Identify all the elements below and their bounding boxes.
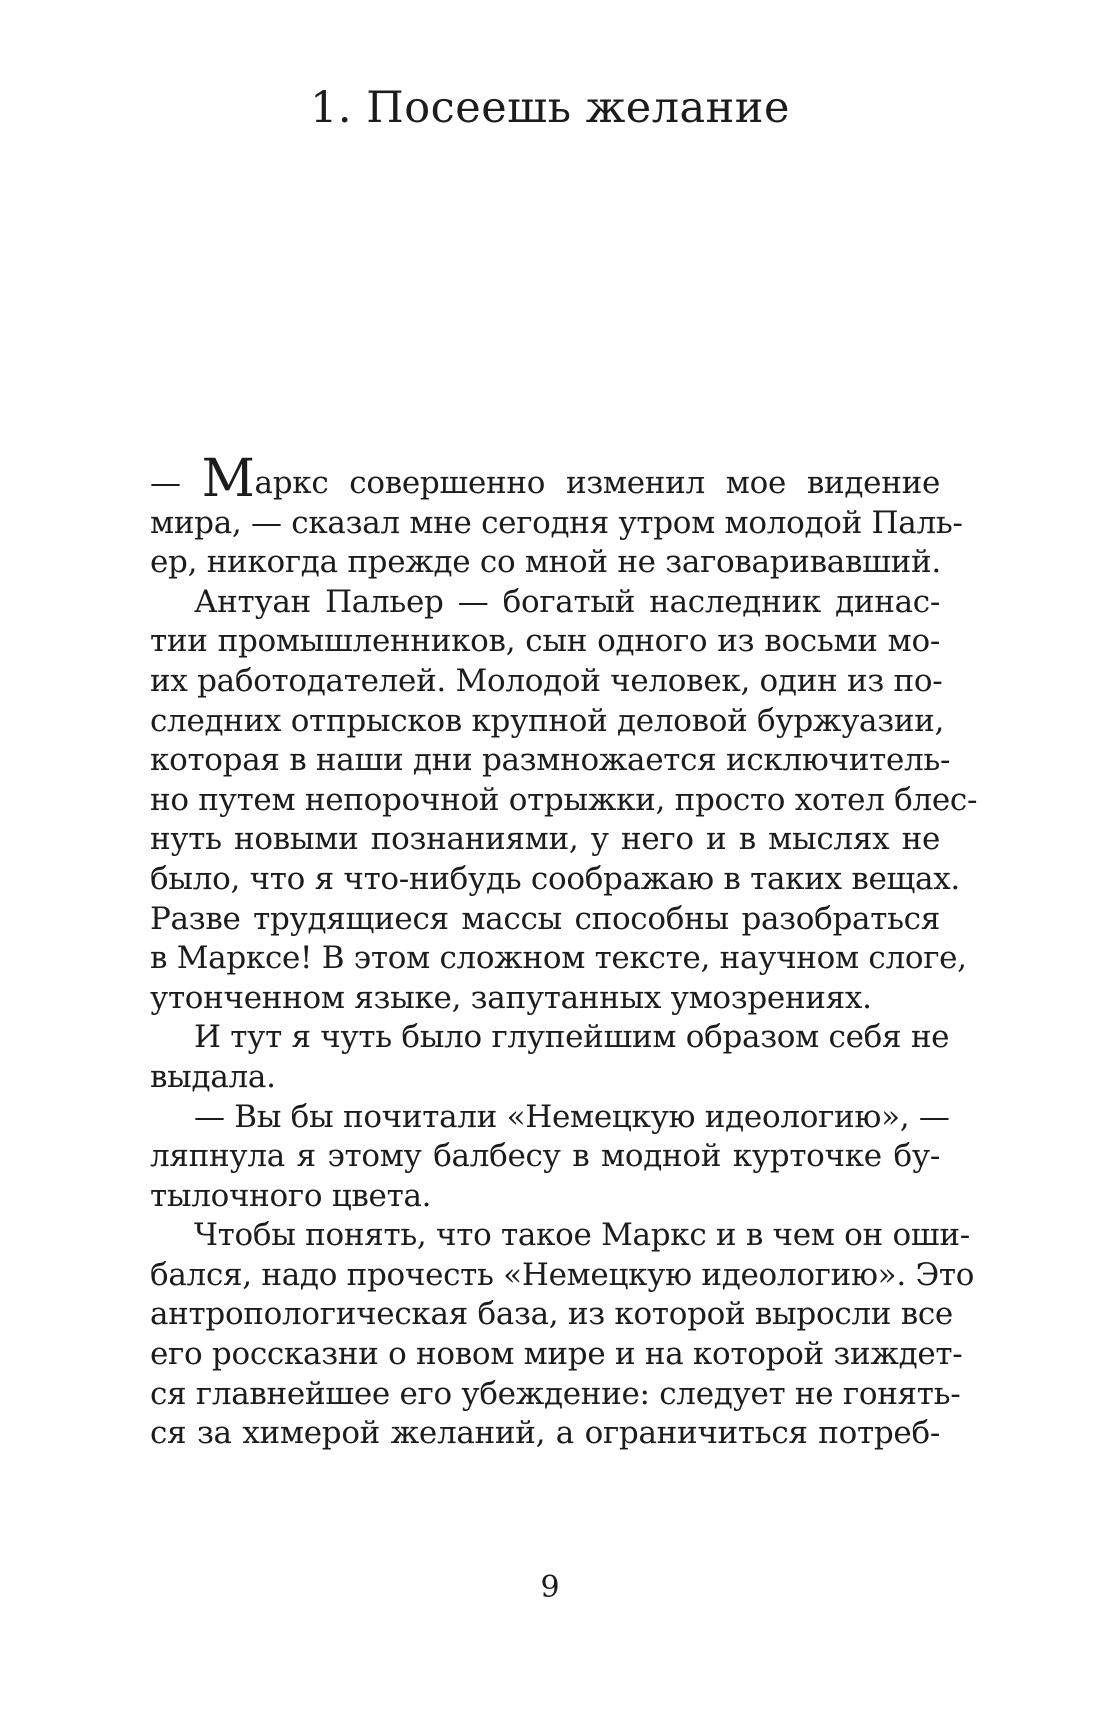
- dialogue-dash: —: [150, 465, 202, 501]
- text-line: ся главнейшее его убеждение: следует не гонять-: [150, 1375, 961, 1412]
- text-line: тылочного цвета.: [150, 1177, 432, 1214]
- text-line: — Вы бы почитали «Немецкую идеологию», —: [194, 1098, 950, 1135]
- text-line: нуть новыми познаниями, у него и в мыслях не: [150, 821, 940, 858]
- text-line: Чтобы понять, что такое Маркс и в чем он оши-: [194, 1217, 970, 1254]
- text-line: антропологическая база, из которой выросли все: [150, 1296, 953, 1333]
- text-line: выдала.: [150, 1058, 276, 1095]
- paragraph-almost-gave-away: [150, 1018, 950, 1097]
- text-line: его россказни о новом мире и на которой зиждет-: [150, 1336, 963, 1373]
- text-line: [150, 449, 940, 509]
- text-line: тии промышленников, сын одного из восьми мо-: [150, 623, 940, 660]
- paragraph-opening: [150, 449, 963, 583]
- text-line: которая в наши дни размножается исключитель-: [150, 742, 951, 779]
- chapter-title: 1. Посеешь желание: [310, 83, 790, 133]
- text-line: мира, — сказал мне сегодня утром молодой Паль-: [150, 504, 963, 541]
- text-line: бался, надо прочесть «Немецкую идеологию». Это: [150, 1256, 975, 1293]
- paragraph-marx-explanation: [150, 1216, 975, 1454]
- page-number: 9: [540, 1570, 560, 1605]
- text-line: И тут я чуть было глупейшим образом себя не: [194, 1019, 950, 1056]
- paragraph-palier: [150, 583, 978, 1019]
- text-line: было, что я что-нибудь соображаю в таких вещах.: [150, 860, 960, 897]
- paragraph-german-ideology-quote: [150, 1098, 950, 1217]
- body-text: [150, 449, 978, 1454]
- text-line: ер, никогда прежде со мной не заговаривавший.: [150, 544, 941, 581]
- line-text: аркс совершенно изменил мое видение: [254, 465, 940, 501]
- text-line: но путем непорочной отрыжки, просто хотел блес-: [150, 781, 978, 818]
- text-line: утонченном языке, запутанных умозрениях.: [150, 979, 872, 1016]
- text-line: Разве трудящиеся массы способны разобраться: [150, 900, 940, 937]
- text-line: в Марксе! В этом сложном тексте, научном слоге,: [150, 940, 967, 977]
- text-line: ся за химерой желаний, а ограничиться потреб-: [150, 1415, 940, 1452]
- text-line: их работодателей. Молодой человек, один из по-: [150, 662, 943, 699]
- text-line: ляпнула я этому балбесу в модной курточке бу-: [150, 1138, 940, 1175]
- initial-letter: М: [201, 449, 255, 509]
- text-line: следних отпрысков крупной деловой буржуазии,: [150, 702, 945, 739]
- text-line: Антуан Пальер — богатый наследник динас-: [194, 583, 940, 620]
